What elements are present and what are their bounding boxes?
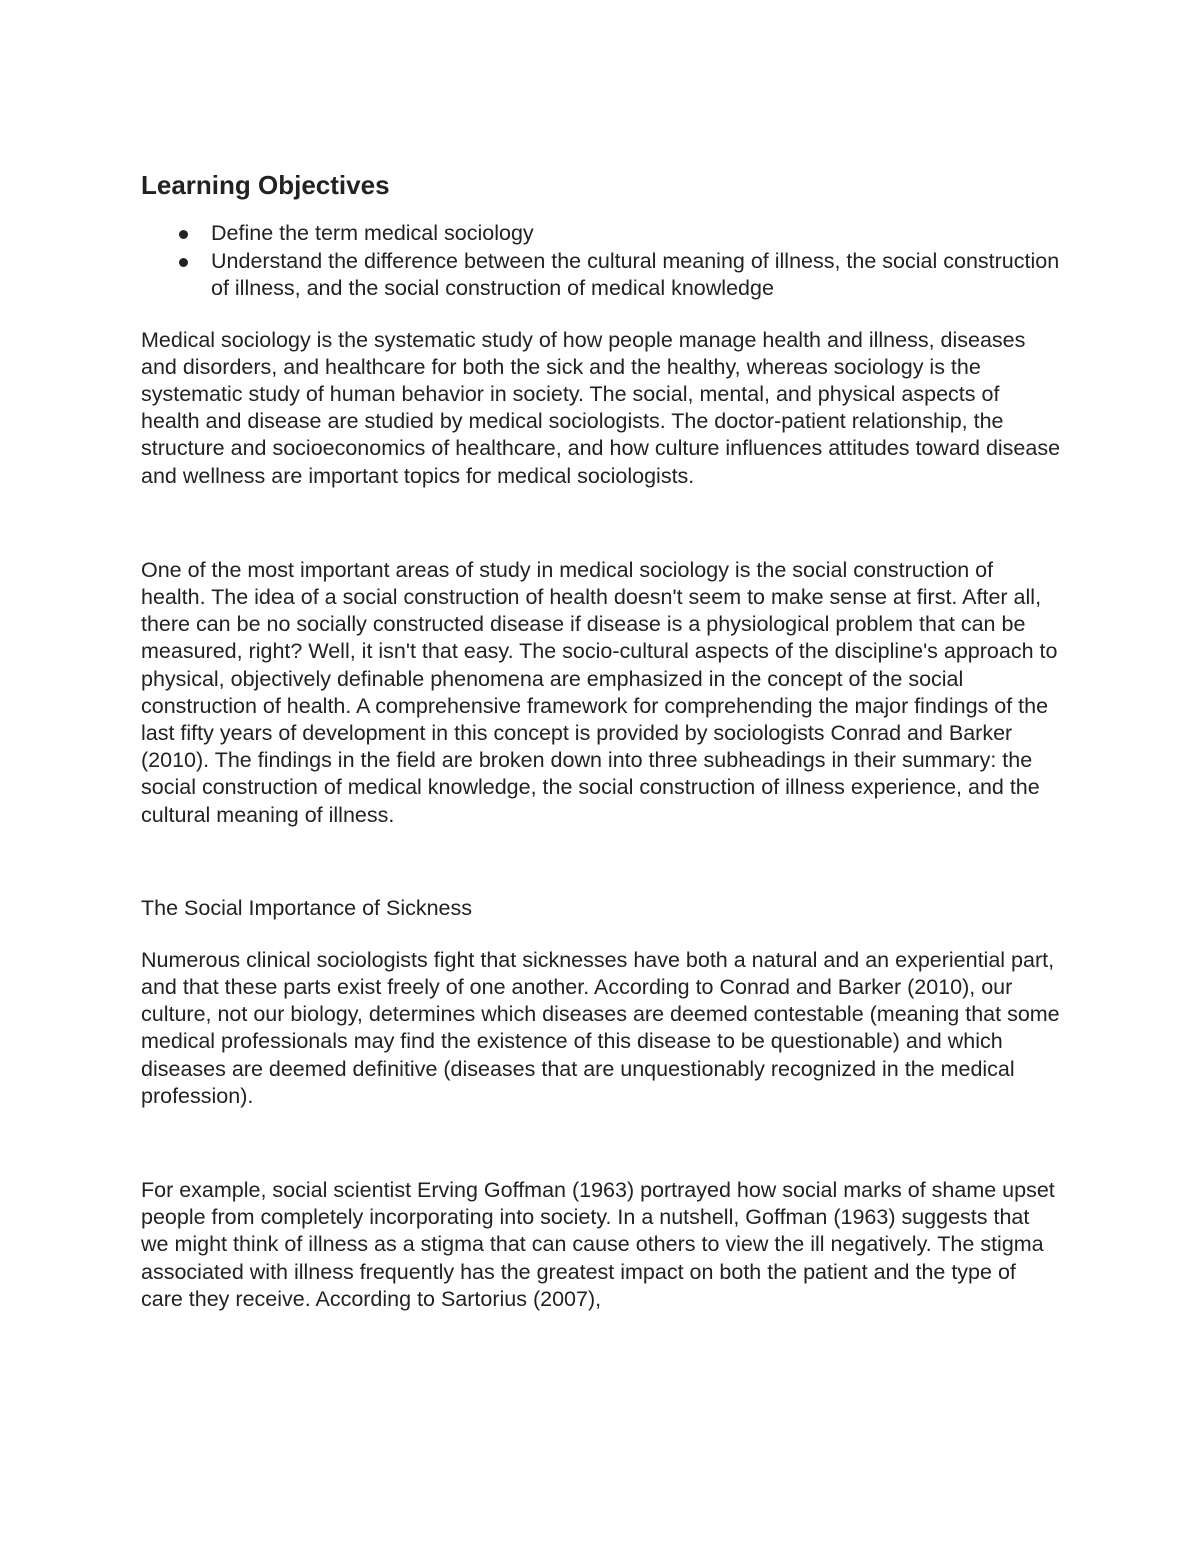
objective-text: Define the term medical sociology (211, 221, 534, 245)
paragraph-spacer (141, 1110, 1061, 1177)
paragraph-clinical-sociologists: Numerous clinical sociologists fight that sicknesses have both a natural and an experiential part, and that these parts exist freely of one another. According to Conrad and Barker (2010), our culture, not our biology, determines which diseases are deemed contestable (meaning that some medical professionals may find the existence of this disease to be questionable) and which diseases are deemed definitive (diseases that are unquestionably recognized in the medical profession). (141, 947, 1060, 1108)
section-heading-learning-objectives: Learning Objectives (141, 170, 390, 200)
objectives-list (141, 220, 1061, 303)
paragraph-social-construction-of-health: One of the most important areas of study in medical sociology is the social construction of health. The idea of a social construction of health doesn't seem to make sense at first. After all, there can be no socially constructed disease if disease is a physiological problem that can be measured, right? Well, it isn't that easy. The socio-cultural aspects of the discipline's approach to physical, objectively definable phenomena are emphasized in the concept of the social construction of health. A comprehensive framework for comprehending the major findings of the last fifty years of development in this concept is provided by sociologists Conrad and Barker (2010). The findings in the field are broken down into three subheadings in their summary: the social construction of medical knowledge, the social construction of illness experience, and the cultural meaning of illness. (141, 557, 1058, 827)
list-item (141, 220, 1061, 248)
objective-text: Understand the difference between the cultural meaning of illness, the social construction of illness, and the social construction of medical knowledge (211, 248, 1060, 300)
bullet-icon (179, 230, 188, 239)
paragraph-spacer (141, 490, 1061, 557)
list-item (141, 248, 1061, 303)
subheading-social-importance-of-sickness: The Social Importance of Sickness (141, 895, 473, 920)
paragraph-medical-sociology-definition: Medical sociology is the systematic study of how people manage health and illness, diseases and disorders, and healthcare for both the sick and the healthy, whereas sociology is the systematic study of human behavior in society. The social, mental, and physical aspects of health and disease are studied by medical sociologists. The doctor-patient relationship, the structure and socioeconomics of healthcare, and how culture influences attitudes toward disease and wellness are important topics for medical sociologists. (141, 327, 1061, 488)
bullet-icon (179, 258, 188, 267)
paragraph-spacer (141, 922, 1061, 947)
paragraph-goffman-stigma: For example, social scientist Erving Goffman (1963) portrayed how social marks of shame upset people from completely incorporating into society. In a nutshell, Goffman (1963) suggests that we might think of illness as a stigma that can cause others to view the ill negatively. The stigma associated with illness frequently has the greatest impact on both the patient and the type of care they receive. According to Sartorius (2007), (141, 1177, 1055, 1311)
document-content (141, 168, 1061, 1313)
paragraph-spacer (141, 829, 1061, 895)
